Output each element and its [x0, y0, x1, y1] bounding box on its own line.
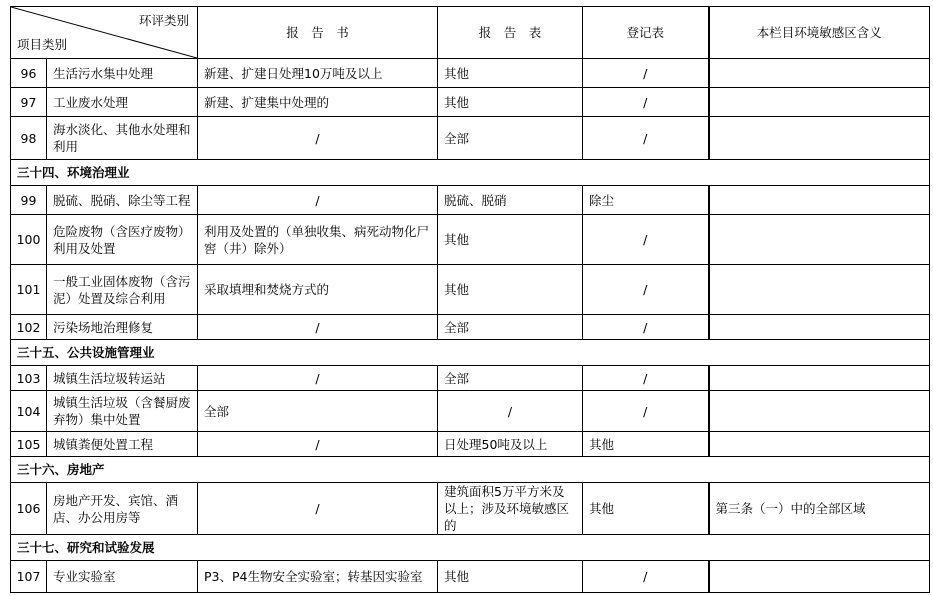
report-table-cell: 建筑面积5万平方米及以上；涉及环境敏感区的	[438, 483, 583, 535]
header-register-form: 登记表	[583, 7, 709, 59]
report-book-cell: 新建、扩建日处理10万吨及以上	[198, 59, 438, 88]
report-book-cell: /	[198, 432, 438, 457]
section-title: 三十七、研究和试验发展	[11, 535, 930, 561]
report-book-cell: 全部	[198, 391, 438, 432]
row-number: 107	[11, 561, 47, 593]
report-book-cell: P3、P4生物安全实验室；转基因实验室	[198, 561, 438, 593]
project-name: 工业废水处理	[47, 88, 198, 117]
register-cell: 其他	[583, 432, 709, 457]
project-name: 城镇粪便处置工程	[47, 432, 198, 457]
table-row	[11, 561, 930, 593]
meaning-cell	[709, 88, 930, 117]
row-number: 104	[11, 391, 47, 432]
table-row	[11, 88, 930, 117]
meaning-cell: 第三条（一）中的全部区域	[709, 483, 930, 535]
register-cell: /	[583, 315, 709, 340]
report-table-cell: /	[438, 391, 583, 432]
register-cell: /	[583, 117, 709, 160]
meaning-cell	[709, 186, 930, 215]
row-number: 96	[11, 59, 47, 88]
table-row	[11, 315, 930, 340]
table-row	[11, 483, 930, 535]
row-number: 106	[11, 483, 47, 535]
register-cell: /	[583, 391, 709, 432]
report-table-cell: 脱硫、脱硝	[438, 186, 583, 215]
section-row	[11, 535, 930, 561]
report-book-cell: /	[198, 117, 438, 160]
register-cell: /	[583, 265, 709, 315]
section-row	[11, 340, 930, 366]
report-book-cell: 新建、扩建集中处理的	[198, 88, 438, 117]
register-cell: /	[583, 215, 709, 265]
header-project-category: 项目类别	[17, 37, 68, 52]
meaning-cell	[709, 561, 930, 593]
project-name: 污染场地治理修复	[47, 315, 198, 340]
table-row	[11, 215, 930, 265]
report-book-cell: 采取填埋和焚烧方式的	[198, 265, 438, 315]
section-title: 三十六、房地产	[11, 457, 930, 483]
header-report-book: 报 告 书	[198, 7, 438, 59]
report-table-cell: 其他	[438, 88, 583, 117]
report-table-cell: 日处理50吨及以上	[438, 432, 583, 457]
row-number: 97	[11, 88, 47, 117]
row-number: 98	[11, 117, 47, 160]
report-table-cell: 全部	[438, 315, 583, 340]
row-number: 103	[11, 366, 47, 391]
meaning-cell	[709, 366, 930, 391]
meaning-cell	[709, 59, 930, 88]
project-name: 海水淡化、其他水处理和利用	[47, 117, 198, 160]
eia-classification-table	[10, 6, 930, 593]
section-row	[11, 457, 930, 483]
report-book-cell: /	[198, 483, 438, 535]
project-name: 专业实验室	[47, 561, 198, 593]
section-title: 三十四、环境治理业	[11, 160, 930, 186]
header-sensitive-area-meaning: 本栏目环境敏感区含义	[709, 7, 930, 59]
report-table-cell: 其他	[438, 59, 583, 88]
diagonal-header-cell	[11, 7, 198, 59]
report-table-cell: 其他	[438, 265, 583, 315]
meaning-cell	[709, 315, 930, 340]
table-row	[11, 59, 930, 88]
header-eia-category: 环评类别	[138, 13, 189, 28]
section-title: 三十五、公共设施管理业	[11, 340, 930, 366]
report-book-cell: /	[198, 366, 438, 391]
meaning-cell	[709, 432, 930, 457]
meaning-cell	[709, 265, 930, 315]
row-number: 105	[11, 432, 47, 457]
header-report-table: 报 告 表	[438, 7, 583, 59]
table-row	[11, 391, 930, 432]
report-book-cell: 利用及处置的（单独收集、病死动物化尸窖（井）除外）	[198, 215, 438, 265]
report-table-cell: 其他	[438, 215, 583, 265]
report-book-cell: /	[198, 315, 438, 340]
table-row	[11, 117, 930, 160]
report-table-cell: 其他	[438, 561, 583, 593]
row-number: 102	[11, 315, 47, 340]
table-row	[11, 186, 930, 215]
project-name: 城镇生活垃圾转运站	[47, 366, 198, 391]
table-row	[11, 265, 930, 315]
table-row	[11, 432, 930, 457]
section-row	[11, 160, 930, 186]
project-name: 一般工业固体废物（含污泥）处置及综合利用	[47, 265, 198, 315]
register-cell: 其他	[583, 483, 709, 535]
project-name: 生活污水集中处理	[47, 59, 198, 88]
register-cell: /	[583, 561, 709, 593]
meaning-cell	[709, 117, 930, 160]
project-name: 城镇生活垃圾（含餐厨废弃物）集中处置	[47, 391, 198, 432]
table-row	[11, 366, 930, 391]
row-number: 99	[11, 186, 47, 215]
register-cell: /	[583, 59, 709, 88]
project-name: 脱硫、脱硝、除尘等工程	[47, 186, 198, 215]
meaning-cell	[709, 391, 930, 432]
register-cell: /	[583, 88, 709, 117]
report-table-cell: 全部	[438, 117, 583, 160]
header-row	[11, 7, 930, 59]
project-name: 房地产开发、宾馆、酒店、办公用房等	[47, 483, 198, 535]
row-number: 100	[11, 215, 47, 265]
report-book-cell: /	[198, 186, 438, 215]
meaning-cell	[709, 215, 930, 265]
register-cell: 除尘	[583, 186, 709, 215]
report-table-cell: 全部	[438, 366, 583, 391]
row-number: 101	[11, 265, 47, 315]
project-name: 危险废物（含医疗废物）利用及处置	[47, 215, 198, 265]
register-cell: /	[583, 366, 709, 391]
